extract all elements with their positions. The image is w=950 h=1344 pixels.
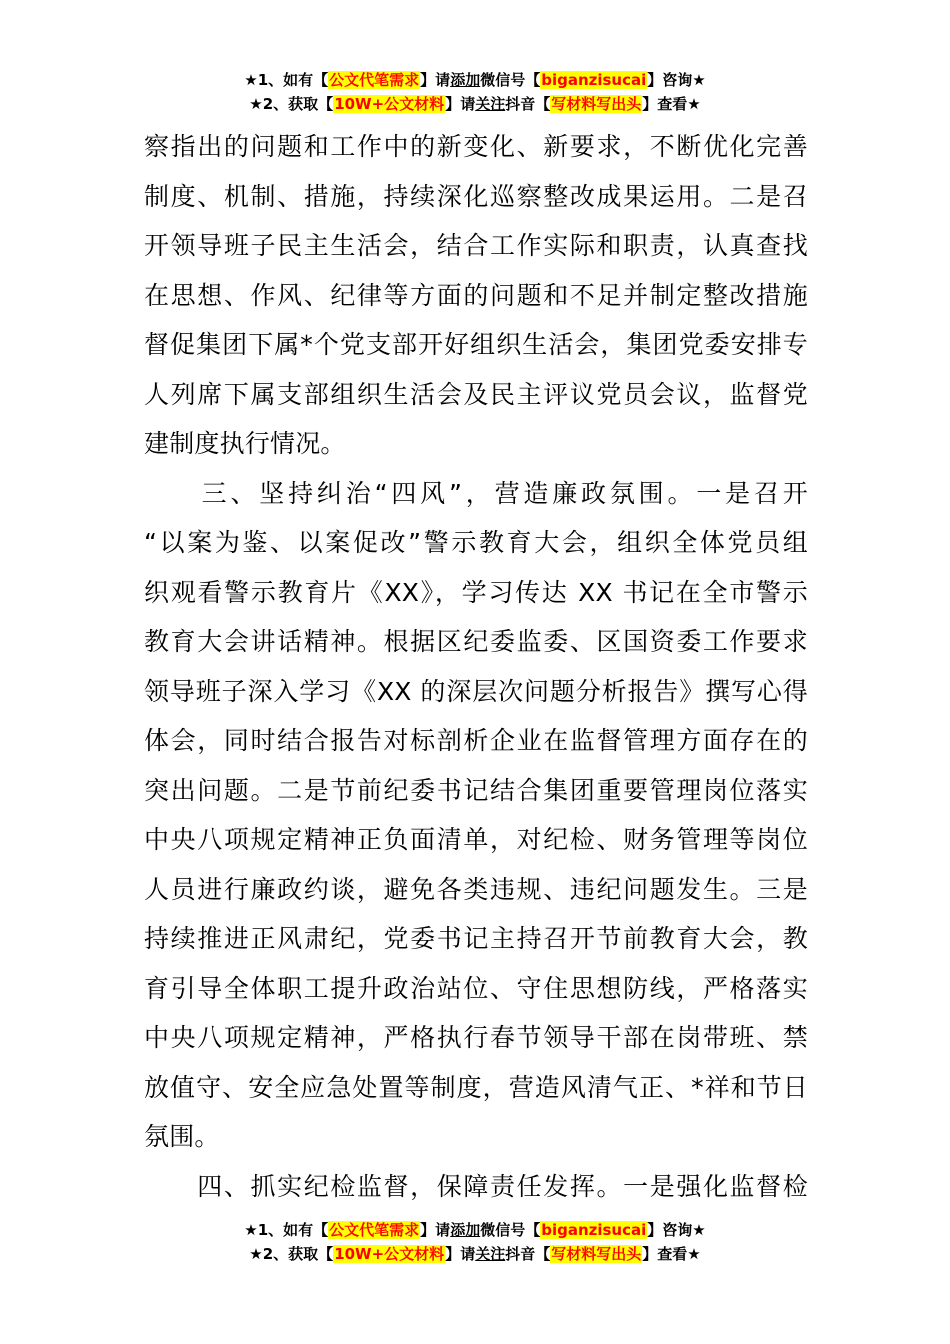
banner-text: ★2、获取【: [249, 95, 334, 113]
body-line: 开领导班子民主生活会，结合工作实际和职责，认真查找: [144, 231, 808, 260]
body-line: 放值守、安全应急处置等制度，营造风清气正、*祥和节日: [144, 1072, 808, 1102]
body-line: 体会，同时结合报告对标剖析企业在监督管理方面存在的: [144, 726, 808, 755]
body-line: 突出问题。二是节前纪委书记结合集团重要管理岗位落实: [144, 775, 808, 805]
banner-underlined: 添加: [450, 1221, 481, 1239]
banner-text: 】咨询★: [647, 1221, 706, 1239]
banner-highlight: 10W+公文材料: [334, 95, 445, 113]
top-banner: [0, 68, 950, 116]
banner-text: 】请: [445, 95, 476, 113]
banner-text: ★1、如有【: [244, 1221, 329, 1239]
section-heading-line: 四、抓实纪检监督，保障责任发挥。一是强化监督检: [144, 1171, 808, 1201]
banner-text: 】咨询★: [647, 71, 706, 89]
banner-highlight: 写材料写出头: [551, 95, 642, 113]
body-line: 建制度执行情况。: [144, 429, 346, 458]
body-line: 制度、机制、措施，持续深化巡察整改成果运用。二是召: [144, 181, 808, 211]
body-line: 人列席下属支部组织生活会及民主评议党员会议，监督党: [144, 379, 808, 409]
document-body: [144, 122, 808, 1211]
bottom-banner: [0, 1218, 950, 1266]
banner-highlight: biganzisucai: [541, 1221, 647, 1239]
banner-underlined: 添加: [450, 71, 481, 89]
body-line: 中央八项规定精神，严格执行春节领导干部在岗带班、禁: [144, 1023, 808, 1052]
body-line: 在思想、作风、纪律等方面的问题和不足并制定整改措施: [144, 280, 808, 310]
banner-text: 抖音【: [505, 1245, 551, 1263]
banner-text: ★2、获取【: [249, 1245, 334, 1263]
banner-highlight: 公文代笔需求: [329, 1221, 420, 1239]
body-line: 领导班子深入学习《XX 的深层次问题分析报告》撰写心得: [144, 676, 808, 706]
body-line: 教育大会讲话精神。根据区纪委监委、区国资委工作要求: [144, 627, 808, 656]
banner-text: 】请: [445, 1245, 476, 1263]
banner-text: ★1、如有【: [244, 71, 329, 89]
banner-underlined: 关注: [475, 95, 506, 113]
banner-line-2: [0, 92, 950, 116]
banner-text: 微信号【: [480, 71, 541, 89]
banner-underlined: 关注: [475, 1245, 506, 1263]
body-line: 察指出的问题和工作中的新变化、新要求，不断优化完善: [144, 132, 808, 161]
banner-text: 】查看★: [642, 1245, 701, 1263]
banner-highlight: biganzisucai: [541, 71, 647, 89]
body-line: 育引导全体职工提升政治站位、守住思想防线，严格落实: [144, 973, 808, 1003]
banner-text: 微信号【: [480, 1221, 541, 1239]
banner-highlight: 10W+公文材料: [334, 1245, 445, 1263]
banner-line-1: [0, 1218, 950, 1242]
body-line: “以案为鉴、以案促改”警示教育大会，组织全体党员组: [144, 528, 808, 557]
banner-highlight: 公文代笔需求: [329, 71, 420, 89]
section-heading-line: 三、坚持纠治“四风”，营造廉政氛围。一是召开: [144, 478, 808, 508]
body-line: 织观看警示教育片《XX》，学习传达 XX 书记在全市警示: [144, 577, 808, 607]
banner-line-2: [0, 1242, 950, 1266]
banner-text: 抖音【: [505, 95, 551, 113]
body-line: 人员进行廉政约谈，避免各类违规、违纪问题发生。三是: [144, 874, 808, 904]
body-line: 氛围。: [144, 1122, 220, 1151]
body-line: 持续推进正风肃纪，党委书记主持召开节前教育大会，教: [144, 924, 808, 953]
body-line: 中央八项规定精神正负面清单，对纪检、财务管理等岗位: [144, 825, 808, 854]
banner-text: 】请: [420, 1221, 451, 1239]
body-line: 督促集团下属*个党支部开好组织生活会，集团党委安排专: [144, 330, 808, 359]
banner-text: 】查看★: [642, 95, 701, 113]
banner-highlight: 写材料写出头: [551, 1245, 642, 1263]
banner-text: 】请: [420, 71, 451, 89]
banner-line-1: [0, 68, 950, 92]
